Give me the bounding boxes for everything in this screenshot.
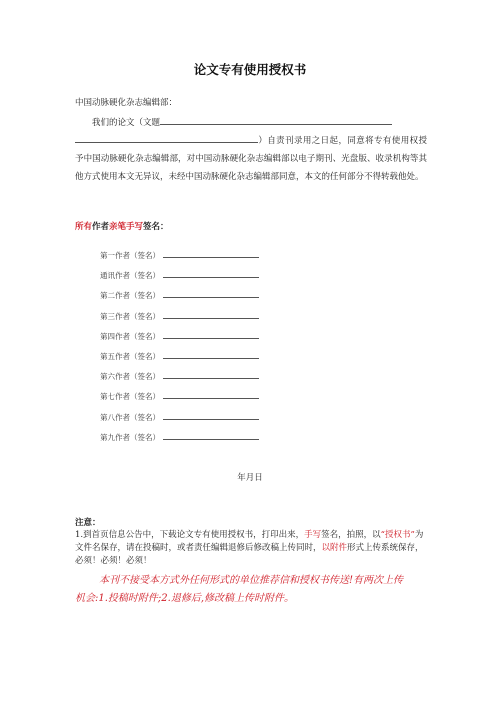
page-title: 论文专有使用授权书 [193, 62, 307, 77]
signature-line [163, 369, 259, 379]
signature-heading-sign: 签名： [143, 222, 169, 232]
signature-row [100, 389, 259, 409]
note-text-1: 1.到首页信息公告中，下载论文专有使用授权书，打印出来， [75, 530, 305, 540]
signature-line [163, 288, 259, 298]
body-prefix: 我们的论文（文题 [92, 118, 161, 128]
signature-line [163, 268, 259, 278]
note-body [75, 529, 431, 568]
signature-heading-authors: 作者 [92, 222, 110, 232]
signature-row [100, 248, 259, 268]
signature-label: 第七作者（签名） [100, 392, 160, 402]
warning-line-2: 机会:1.投稿时附件;2.退修后,修改稿上传时附件。 [75, 593, 294, 604]
signature-heading-all: 所有 [75, 222, 93, 232]
signature-label: 第四作者（签名） [100, 331, 160, 341]
signature-label: 第九作者（签名） [100, 432, 160, 442]
note-attachment: 以附件 [321, 543, 348, 553]
signature-list [100, 248, 259, 450]
signature-line [163, 389, 259, 399]
signature-row [100, 268, 259, 288]
warning-notice [75, 572, 435, 608]
signature-heading-handwritten: 亲笔手写 [109, 222, 144, 232]
addressee: 中国动脉硬化杂志编辑部： [75, 98, 178, 108]
note-text-4: 形式上传系统保存，必须！必须！必须！ [75, 543, 424, 566]
signature-row [100, 349, 259, 369]
note-filename: “授权书” [380, 530, 415, 540]
signature-label: 第一作者（签名） [100, 251, 160, 260]
signature-heading [75, 220, 169, 232]
paper-title-blank-continued [75, 133, 258, 143]
signature-line [163, 410, 259, 420]
date-line: 年月日 [237, 473, 263, 483]
signature-row [100, 410, 259, 430]
signature-row [100, 288, 259, 308]
signature-line [163, 329, 259, 339]
signature-line [163, 430, 259, 440]
signature-label: 第八作者（签名） [100, 412, 160, 422]
signature-line [163, 248, 259, 258]
signature-row [100, 369, 259, 389]
body-text: ）自责刊录用之日起，同意将专有使用权授予中国动脉硬化杂志编辑部，对中国动脉硬化杂志编辑部以电子期刊、光盘版、收录机构等其他方式使用本文无异议，未经中国动脉硬化杂志编辑部同意，本文的任何部分不得转载他处。 [75, 136, 427, 182]
signature-line [163, 349, 259, 359]
signature-label: 第六作者（签名） [100, 372, 160, 382]
signature-label: 通讯作者（签名） [100, 271, 160, 281]
note-heading: 注意： [75, 518, 101, 528]
note-text-3: 为文件名保存，请在投稿时，或者责任编辑退修后修改稿上传同时， [75, 530, 424, 553]
signature-row [100, 430, 259, 450]
paper-title-blank [160, 115, 392, 125]
signature-line [163, 309, 259, 319]
signature-label: 第五作者（签名） [100, 351, 160, 361]
signature-row [100, 309, 259, 329]
signature-row [100, 329, 259, 349]
signature-label: 第二作者（签名） [100, 291, 160, 301]
note-handwritten: 手写 [304, 530, 322, 540]
warning-line-1: 本刊不接受本方式外任何形式的单位推荐信和授权书传送!有两次上传 [99, 575, 404, 586]
signature-label: 第三作者（签名） [100, 311, 160, 321]
note-text-2: 签名，拍照，以 [321, 530, 381, 540]
authorization-body [75, 114, 427, 186]
